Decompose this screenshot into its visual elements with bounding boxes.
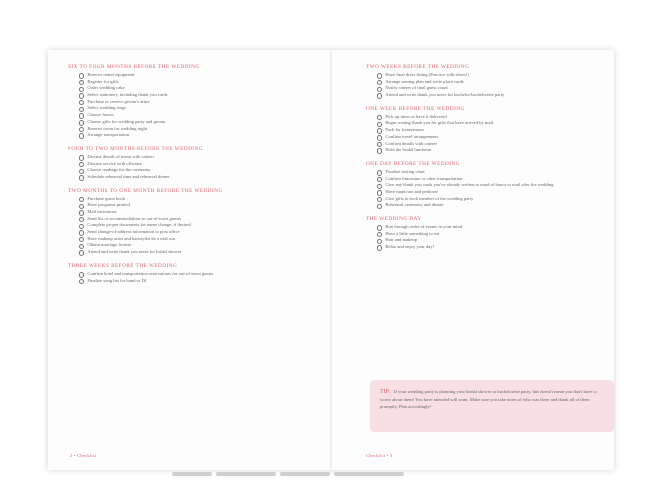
checklist-items	[68, 196, 318, 256]
checklist-item	[366, 147, 616, 154]
checklist-item-text: Have manicure and pedicure	[385, 188, 439, 194]
caption-blur	[172, 472, 212, 476]
checklist-item-text: Arrange transportation	[87, 132, 130, 138]
checklist-item	[68, 92, 318, 99]
checklist-item-text: Choose readings for the ceremony	[87, 167, 151, 173]
checkbox-icon	[377, 245, 382, 250]
checklist-item-text: Begin writing thank you for gifts that have arrived by mail	[385, 120, 494, 126]
checklist-item-text: Have programs printed	[87, 202, 130, 208]
checklist-item-text: Have final dress fitting (Practice with shoes!)	[385, 72, 469, 77]
checklist-items	[366, 114, 616, 154]
checkbox-icon	[79, 133, 84, 138]
checkbox-icon	[79, 279, 84, 284]
checklist-items	[68, 154, 318, 181]
checklist-section	[68, 64, 318, 139]
checklist-item-text: Rehearsal ceremony and dinner	[385, 202, 444, 208]
checklist-item-text: Send list of accommodations to out-of-town guests	[87, 215, 182, 221]
checklist-item	[68, 119, 318, 126]
checklist-item	[68, 161, 318, 168]
checklist-item-text: Confirm travel arrangements	[385, 133, 439, 139]
checklist-item-text: Complete proper documents for name change, if desired	[87, 222, 191, 228]
checkbox-icon	[79, 120, 84, 125]
checklist-item	[68, 271, 318, 278]
checklist-item-text: Order wedding cake	[87, 85, 125, 91]
checklist-item-text: Reserve rental equipment	[87, 72, 135, 77]
checklist-item-text: Hair and makeup	[385, 237, 418, 243]
checklist-item	[366, 92, 616, 99]
caption-bar	[172, 470, 492, 478]
checklist-items	[68, 72, 318, 139]
checklist-item	[366, 127, 616, 134]
checklist-item	[366, 134, 616, 141]
checklist-items	[366, 169, 616, 209]
checkbox-icon	[79, 250, 84, 255]
checklist-item	[68, 126, 318, 133]
checklist-section	[366, 216, 616, 251]
caption-blur	[334, 472, 404, 476]
checklist-item	[68, 216, 318, 223]
checklist-item	[366, 176, 616, 183]
checklist-item	[366, 224, 616, 231]
checklist-item	[68, 229, 318, 236]
checklist-item	[68, 222, 318, 229]
checklist-item-text: Confirm limousine or other transportation	[385, 175, 463, 181]
right-page	[366, 64, 616, 258]
checklist-item-text: Choose gifts for wedding party and groom	[87, 118, 166, 124]
checklist-items	[366, 72, 616, 99]
checklist-item	[68, 79, 318, 86]
checklist-item-text: Give any thank you cards you've already written to maid of honor to mail after the wedding	[385, 182, 554, 188]
checklist-item-text: Notify caterer of final guest count	[385, 85, 448, 91]
section-heading: THE WEDDING DAY	[366, 216, 422, 222]
checklist-item-text: Arrange seating plan and write place cards	[385, 78, 464, 84]
checklist-item-text: Have a little something to eat	[385, 230, 440, 236]
checklist-item-text: Give gifts to each member of the wedding party	[385, 195, 474, 201]
section-heading: TWO MONTHS TO ONE MONTH BEFORE THE WEDDING	[68, 187, 223, 194]
checklist-item-text: Discuss service with officiant	[87, 160, 142, 166]
checklist-item	[68, 278, 318, 285]
checklist-item-text: Mail invitations	[87, 209, 117, 214]
checklist-item	[68, 196, 318, 203]
checklist-item-text: Select wedding rings	[87, 105, 126, 111]
page-gutter	[330, 50, 332, 470]
checklist-item	[68, 72, 318, 79]
checklist-items	[68, 271, 318, 284]
left-page-footer: 2 • Checklist	[70, 453, 97, 458]
checkbox-icon	[79, 210, 84, 215]
checkbox-icon	[377, 225, 382, 230]
checklist-item-text: Finalize song list for band or DJ	[87, 277, 147, 283]
checklist-items	[366, 224, 616, 251]
checkbox-icon	[79, 155, 84, 160]
checklist-item	[68, 132, 318, 139]
caption-blur	[216, 472, 276, 476]
checklist-item-text: Attend and write thank you notes for bachelor/bachelorette party	[385, 92, 505, 98]
checklist-item-text: Hold the bridal luncheon	[385, 147, 432, 153]
checkbox-icon	[377, 190, 382, 195]
checklist-item	[366, 231, 616, 238]
checklist-item	[68, 242, 318, 249]
checkbox-icon	[79, 73, 84, 78]
section-heading: SIX TO FOUR MONTHS BEFORE THE WEDDING	[68, 64, 200, 70]
checklist-item	[366, 120, 616, 127]
checklist-item	[366, 244, 616, 251]
checklist-item-text: Pick up dress or have it delivered	[385, 113, 447, 119]
checklist-item-text: Select stationery, including thank you cards	[87, 92, 168, 98]
checklist-item-text: Obtain marriage license	[87, 242, 132, 248]
checklist-item-text: Reserve room for wedding night	[87, 125, 148, 131]
checklist-item	[366, 237, 616, 244]
checklist-spread	[48, 50, 614, 470]
checkbox-icon	[377, 148, 382, 153]
checklist-item-text: Register for gifts	[87, 78, 119, 84]
checklist-item-text: Have makeup artist and hairstylist do a trial run	[87, 235, 175, 241]
section-heading: TWO WEEKS BEFORE THE WEDDING	[366, 64, 470, 70]
checklist-item	[68, 105, 318, 112]
tip-text: If your wedding party is planning your bridal shower or bachelorette party, this doesn't mean you don't have to worry about them! You have attended will want. Make sure you take notes of who was there and thank all of them promptly. Plan accordingly!	[380, 389, 597, 409]
section-heading: THREE WEEKS BEFORE THE WEDDING	[68, 262, 178, 269]
tip-box	[370, 380, 614, 432]
checklist-item	[366, 196, 616, 203]
checklist-section	[366, 106, 616, 154]
tip-label: TIP:	[380, 389, 391, 395]
checklist-item-text: Discuss details of menu with caterer	[87, 153, 155, 159]
checklist-item	[68, 167, 318, 174]
checklist-section	[366, 64, 616, 99]
checklist-item	[68, 112, 318, 119]
checklist-item	[68, 209, 318, 216]
checklist-item	[366, 202, 616, 209]
right-page-footer: Checklist • 3	[366, 453, 393, 458]
left-page	[68, 64, 318, 291]
checklist-item	[68, 154, 318, 161]
checklist-item-text: Purchase or reserve groom's attire	[87, 98, 150, 104]
checklist-item-text: Schedule rehearsal time and rehearsal dinner	[87, 173, 170, 179]
checklist-item-text: Attend and write thank you notes for bridal shower	[87, 249, 182, 255]
checklist-item-text: Finalize seating chart	[385, 168, 425, 174]
checklist-section	[366, 161, 616, 209]
checklist-item	[68, 249, 318, 256]
checkbox-icon	[79, 175, 84, 180]
checklist-section	[68, 263, 318, 284]
checklist-item-text: Confirm details with caterer	[385, 140, 438, 146]
checklist-item-text: Run through order of events in your mind	[385, 224, 463, 229]
checklist-item	[68, 174, 318, 181]
caption-blur	[280, 472, 330, 476]
checklist-item	[366, 79, 616, 86]
checklist-item-text: Pack for honeymoon	[385, 127, 424, 133]
checklist-item	[366, 169, 616, 176]
checkbox-icon	[377, 73, 382, 78]
checklist-item-text: Relax and enjoy your day!	[385, 244, 435, 250]
checkbox-icon	[377, 204, 382, 209]
checklist-item	[366, 141, 616, 148]
checklist-item	[68, 85, 318, 92]
checklist-item	[366, 182, 616, 189]
section-heading: FOUR TO TWO MONTHS BEFORE THE WEDDING	[68, 145, 204, 152]
section-heading: ONE DAY BEFORE THE WEDDING	[366, 160, 460, 167]
section-heading: ONE WEEK BEFORE THE WEDDING	[366, 105, 465, 112]
checklist-item-text: Purchase guest book	[87, 195, 126, 201]
checklist-section	[68, 146, 318, 181]
checklist-item	[68, 236, 318, 243]
checkbox-icon	[377, 93, 382, 98]
checklist-item-text: Send change-of-address information to post office	[87, 229, 180, 235]
checklist-item	[68, 202, 318, 209]
checkbox-icon	[79, 272, 84, 277]
checklist-item	[68, 99, 318, 106]
checklist-item	[366, 189, 616, 196]
checklist-item-text: Confirm hotel and transportation reservations for out-of-town guests	[87, 270, 214, 276]
checklist-item	[366, 85, 616, 92]
checklist-item-text: Choose favors	[87, 112, 114, 118]
checkbox-icon	[377, 135, 382, 140]
checklist-item	[366, 114, 616, 121]
checklist-item	[366, 72, 616, 79]
checklist-section	[68, 188, 318, 256]
checkbox-icon	[377, 170, 382, 175]
